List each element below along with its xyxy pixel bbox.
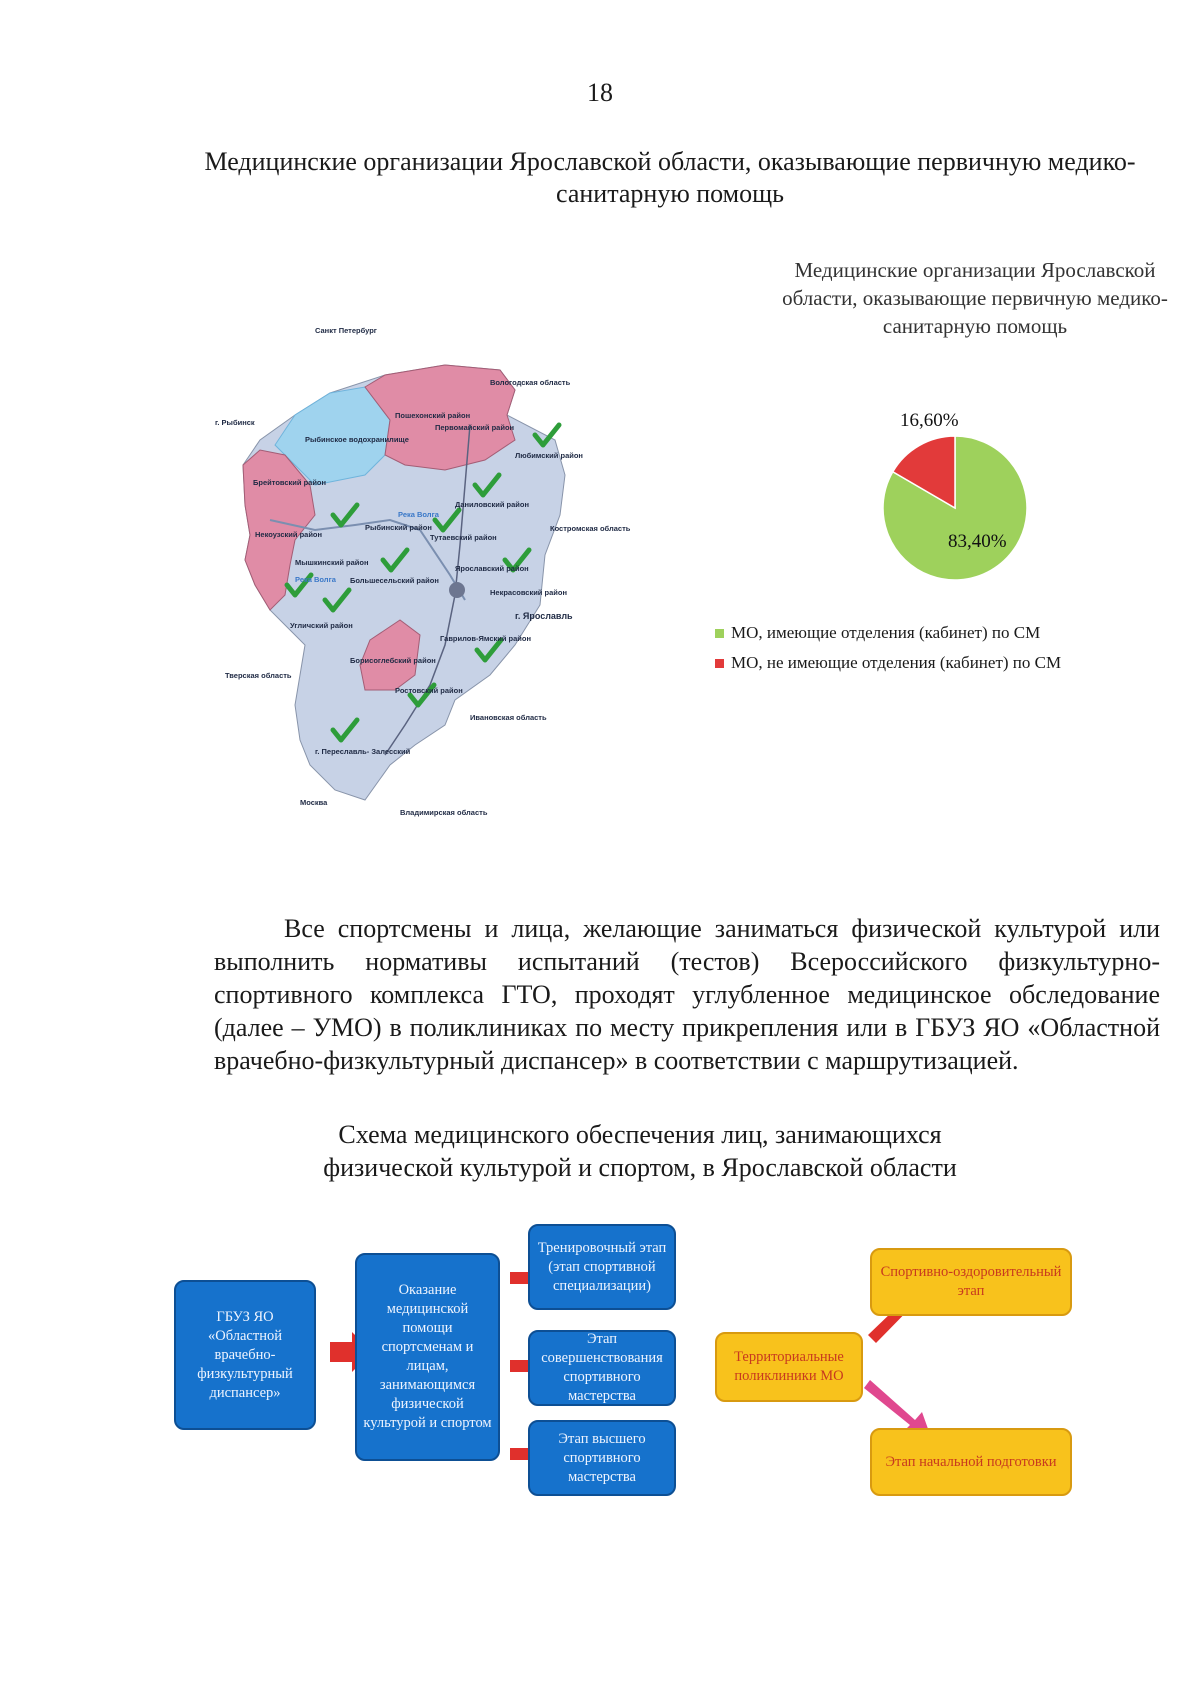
map-label: Тверская область	[225, 671, 292, 680]
map-label: Угличский район	[290, 621, 353, 630]
map-label: Пошехонский район	[395, 411, 471, 420]
region-map	[215, 326, 655, 885]
map-label: Гаврилов-Ямский район	[440, 634, 532, 643]
box-medical-help: Оказание медицинской помощи спортсменам и лицам, занимающимся физической культурой и спортом	[355, 1253, 500, 1461]
box-improvement-stage: Этап совершенствования спортивного мастерства	[528, 1330, 676, 1406]
map-label: Река Волга	[295, 575, 336, 584]
medical-scheme-diagram	[180, 1220, 1180, 1520]
map-label: г. Ярославль	[515, 611, 573, 621]
body-paragraph-block	[214, 912, 1160, 1077]
map-label: Москва	[300, 798, 328, 807]
map-label: Ростовский район	[395, 686, 463, 695]
map-label: Санкт Петербург	[315, 326, 377, 335]
map-label: Мышкинский район	[295, 558, 369, 567]
legend-label: МО, не имеющие отделения (кабинет) по СМ	[731, 653, 1062, 672]
box-higher-stage: Этап высшего спортивного мастерства	[528, 1420, 676, 1496]
map-label: Первомайский район	[435, 423, 515, 432]
legend-item	[715, 648, 1061, 678]
map-label: Рыбинское водохранилище	[305, 435, 409, 444]
map-label: Вологодская область	[490, 378, 571, 387]
map-label: Некрасовский район	[490, 588, 567, 597]
pie-data-label: 83,40%	[948, 530, 1007, 552]
box-health-stage: Спортивно-оздоровительный этап	[870, 1248, 1072, 1316]
map-label: Река Волга	[398, 510, 439, 519]
map-label: г. Переславль- Залесский	[315, 747, 411, 756]
pie-chart-svg	[820, 390, 1140, 600]
page-heading: Медицинские организации Ярославской области, оказывающие первичную медико-санитарную помощь	[204, 147, 1136, 208]
legend-swatch	[715, 659, 724, 668]
map-label: Брейтовский район	[253, 478, 327, 487]
legend-label: МО, имеющие отделения (кабинет) по СМ	[731, 623, 1041, 642]
region-map-svg	[215, 326, 655, 885]
map-label: Большесельский район	[350, 576, 439, 585]
map-label: Ярославский район	[455, 564, 529, 573]
box-training-stage: Тренировочный этап (этап спортивной специализации)	[528, 1224, 676, 1310]
box-territorial-clinics: Территориальные поликлиники МО	[715, 1332, 863, 1402]
box-dispensary: ГБУЗ ЯО «Областной врачебно-физкультурный диспансер»	[174, 1280, 316, 1430]
map-label: Владимирская область	[400, 808, 488, 817]
pie-legend	[715, 618, 1061, 678]
map-label: Некоузский район	[255, 530, 323, 539]
map-label: г. Рыбинск	[215, 418, 255, 427]
map-label: Ивановская область	[470, 713, 547, 722]
pie-data-label: 16,60%	[900, 410, 959, 431]
pie-chart-title: Медицинские организации Ярославской области, оказывающие первичную медико-санитарную помощь	[782, 258, 1168, 338]
body-paragraph: Все спортсмены и лица, желающие заниматься физической культурой или выполнить нормативы испытаний (тестов) Всероссийского физкультурно-спортивного комплекса ГТО, проходят углубленное медицинское обследование (далее – УМО) в поликлиниках по месту прикрепления или в ГБУЗ ЯО «Областной врачебно-физкультурный диспансер» в соответствии с маршрутизацией.	[214, 914, 1160, 1075]
yaroslavl-marker	[449, 582, 465, 598]
map-label: Даниловский район	[455, 500, 530, 509]
legend-swatch	[715, 629, 724, 638]
scheme-title: Схема медицинского обеспечения лиц, занимающихся физической культурой и спортом, в Ярославской области	[323, 1120, 957, 1182]
map-label: Костромская область	[550, 524, 631, 533]
map-label: Борисоглебский район	[350, 656, 436, 665]
map-label: Рыбинский район	[365, 523, 432, 532]
page-number: 18	[587, 78, 613, 107]
map-label: Тутаевский район	[430, 533, 497, 542]
box-initial-stage: Этап начальной подготовки	[870, 1428, 1072, 1496]
map-label: Любимский район	[515, 451, 583, 460]
legend-item	[715, 618, 1061, 648]
pie-chart	[820, 390, 1140, 600]
